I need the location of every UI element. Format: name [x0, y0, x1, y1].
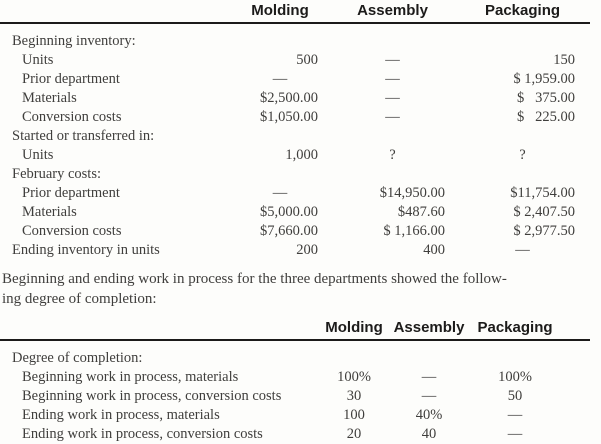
- row-label: Materials: [22, 90, 77, 106]
- molding-value: $7,660.00: [260, 223, 318, 239]
- paragraph-line: Beginning and ending work in process for the three departments showed the follow-: [2, 271, 507, 287]
- molding-value: 1,000: [285, 147, 318, 163]
- row-label: Materials: [22, 204, 77, 220]
- paragraph-line: ing degree of completion:: [2, 290, 157, 307]
- packaging-value: $ 1,959.00: [513, 71, 575, 87]
- row-label: Ending work in process, conversion costs: [22, 426, 263, 442]
- table-row: [0, 127, 590, 146]
- packaging-value: —: [507, 407, 523, 423]
- row-label: Units: [22, 147, 54, 163]
- row-label: February costs:: [12, 166, 101, 182]
- table-row: [0, 425, 590, 444]
- packaging-value: —: [507, 426, 523, 442]
- molding-value: 100: [343, 407, 365, 423]
- table-row: [0, 203, 590, 222]
- packaging-value: $ 225.00: [517, 109, 575, 125]
- assembly-value: $ 1,166.00: [383, 223, 445, 239]
- table-header-row: [0, 317, 590, 340]
- packaging-value: —: [515, 242, 530, 258]
- table-row: [0, 340, 590, 368]
- row-label: Units: [22, 52, 54, 68]
- table-row: [0, 222, 590, 241]
- packaging-value: $ 375.00: [517, 90, 575, 106]
- molding-value: $1,050.00: [260, 109, 318, 125]
- row-label: Started or transferred in:: [12, 128, 155, 144]
- molding-value: 200: [296, 242, 318, 258]
- assembly-value: —: [385, 109, 400, 125]
- packaging-value: $ 2,407.50: [513, 204, 575, 220]
- row-label: Beginning work in process, conversion costs: [22, 388, 282, 404]
- header-spacer: [0, 0, 230, 23]
- assembly-value: 40%: [415, 407, 443, 423]
- table-row: [0, 368, 590, 387]
- table-row: [0, 108, 590, 127]
- header-spacer: [0, 317, 318, 340]
- table-row: [0, 23, 590, 51]
- row-label: Beginning work in process, materials: [22, 369, 239, 385]
- table-row: [0, 406, 590, 425]
- row-label: Prior department: [22, 71, 120, 87]
- column-header-packaging: Packaging: [455, 0, 590, 23]
- column-header-packaging: Packaging: [468, 317, 590, 340]
- row-label: Ending work in process, materials: [22, 407, 220, 423]
- row-label: Degree of completion:: [12, 350, 143, 366]
- column-header-molding: Molding: [230, 0, 330, 23]
- table-row: [0, 70, 590, 89]
- packaging-value: $ 2,977.50: [513, 223, 575, 239]
- row-label: Ending inventory in units: [12, 242, 160, 258]
- assembly-value: $14,950.00: [379, 185, 445, 201]
- packaging-value: 150: [553, 52, 575, 68]
- row-label: Beginning inventory:: [12, 33, 136, 49]
- molding-value: 100%: [337, 369, 371, 385]
- table-row: [0, 146, 590, 165]
- degree-of-completion-table: [0, 317, 590, 444]
- assembly-value: —: [421, 388, 437, 404]
- assembly-value: 400: [423, 242, 445, 258]
- assembly-value: ?: [389, 147, 396, 163]
- assembly-value: —: [385, 90, 400, 106]
- assembly-value: —: [385, 71, 400, 87]
- molding-value: $5,000.00: [260, 204, 318, 220]
- molding-value: 30: [346, 388, 362, 404]
- row-label: Prior department: [22, 185, 120, 201]
- column-header-assembly: Assembly: [390, 317, 468, 340]
- assembly-value: —: [385, 52, 400, 68]
- table-row: [0, 241, 590, 260]
- molding-value: —: [272, 185, 288, 201]
- table-row: [0, 165, 590, 184]
- table-header-row: [0, 0, 590, 23]
- table-row: [0, 387, 590, 406]
- assembly-value: $487.60: [397, 204, 445, 220]
- molding-value: —: [272, 71, 288, 87]
- intro-paragraph: [2, 270, 590, 309]
- packaging-value: 50: [507, 388, 523, 404]
- assembly-value: —: [421, 369, 437, 385]
- assembly-value: 40: [421, 426, 437, 442]
- packaging-value: 100%: [498, 369, 532, 385]
- molding-value: $2,500.00: [260, 90, 318, 106]
- molding-value: 500: [296, 52, 318, 68]
- packaging-value: ?: [519, 147, 526, 163]
- column-header-assembly: Assembly: [330, 0, 455, 23]
- table-row: [0, 51, 590, 70]
- table-row: [0, 89, 590, 108]
- row-label: Conversion costs: [22, 223, 122, 239]
- packaging-value: $11,754.00: [510, 185, 575, 201]
- row-label: Conversion costs: [22, 109, 122, 125]
- molding-value: 20: [346, 426, 362, 442]
- column-header-molding: Molding: [318, 317, 390, 340]
- table-row: [0, 184, 590, 203]
